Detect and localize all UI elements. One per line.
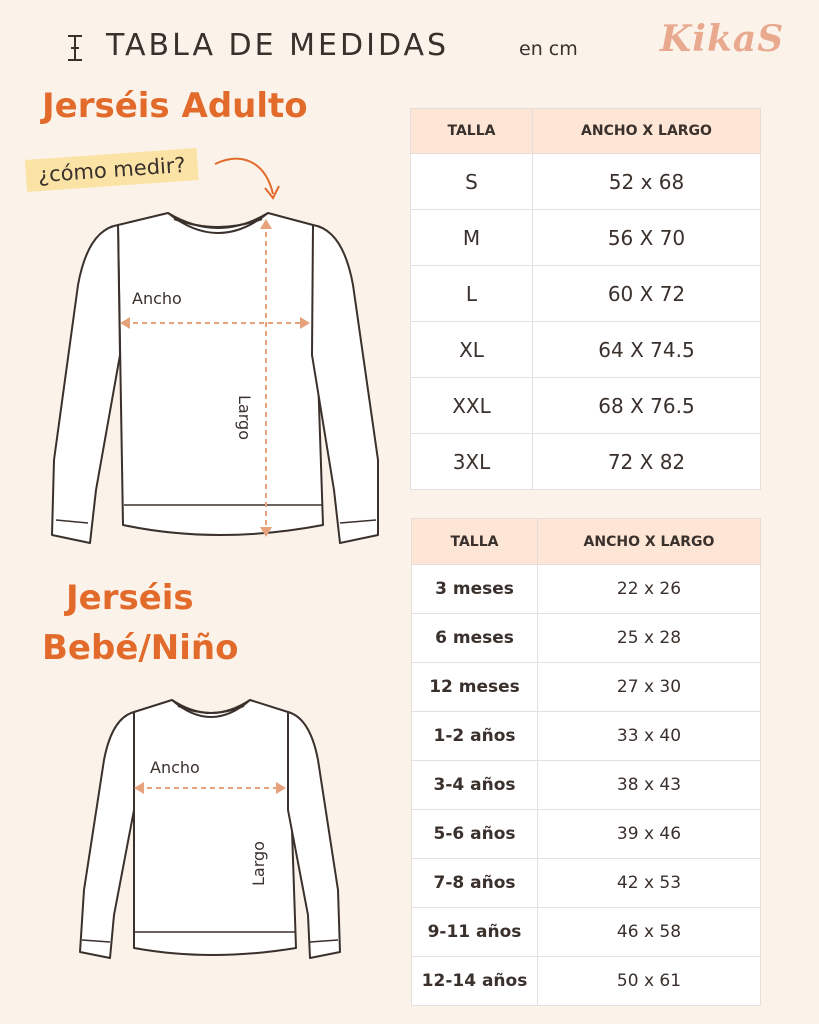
- curved-arrow-icon: [205, 150, 285, 210]
- table-row: [411, 322, 761, 378]
- column-header-ancho-largo: ANCHO X LARGO: [538, 519, 761, 565]
- adult-largo-label: Largo: [234, 395, 254, 440]
- measure-cell: 39 x 46: [538, 810, 761, 859]
- table-row: [412, 663, 761, 712]
- size-cell: 3-4 años: [412, 761, 538, 810]
- kids-section-title-line2: Bebé/Niño: [42, 628, 239, 668]
- ruler-icon: [62, 33, 88, 63]
- adult-sweater-diagram: [48, 205, 388, 550]
- size-cell: 12-14 años: [412, 957, 538, 1006]
- how-to-measure-tag: ¿cómo medir?: [25, 148, 199, 192]
- table-row: [412, 565, 761, 614]
- measure-cell: 27 x 30: [538, 663, 761, 712]
- size-cell: 12 meses: [412, 663, 538, 712]
- table-row: [411, 434, 761, 490]
- size-cell: M: [411, 210, 533, 266]
- size-cell: XL: [411, 322, 533, 378]
- kids-ancho-label: Ancho: [150, 758, 200, 777]
- kids-size-table: [411, 518, 761, 1006]
- measure-cell: 38 x 43: [538, 761, 761, 810]
- table-header-row: [412, 519, 761, 565]
- table-row: [412, 957, 761, 1006]
- table-row: [411, 154, 761, 210]
- measure-cell: 52 x 68: [533, 154, 761, 210]
- kids-section-title-line1: Jerséis: [66, 578, 194, 618]
- table-row: [411, 210, 761, 266]
- size-cell: S: [411, 154, 533, 210]
- measure-cell: 42 x 53: [538, 859, 761, 908]
- measure-cell: 25 x 28: [538, 614, 761, 663]
- column-header-talla: TALLA: [412, 519, 538, 565]
- page-title: TABLA DE MEDIDAS: [106, 28, 450, 63]
- measure-cell: 22 x 26: [538, 565, 761, 614]
- size-cell: L: [411, 266, 533, 322]
- column-header-ancho-largo: ANCHO X LARGO: [533, 109, 761, 154]
- measure-cell: 68 X 76.5: [533, 378, 761, 434]
- table-row: [412, 810, 761, 859]
- kids-largo-label: Largo: [248, 841, 268, 886]
- table-row: [412, 614, 761, 663]
- size-cell: 1-2 años: [412, 712, 538, 761]
- size-cell: 3 meses: [412, 565, 538, 614]
- table-row: [412, 859, 761, 908]
- measure-cell: 72 X 82: [533, 434, 761, 490]
- table-row: [412, 712, 761, 761]
- column-header-talla: TALLA: [411, 109, 533, 154]
- table-row: [412, 761, 761, 810]
- kids-sweater-diagram: [76, 690, 346, 962]
- adult-section-title: Jerséis Adulto: [42, 86, 308, 126]
- table-row: [411, 378, 761, 434]
- size-cell: 5-6 años: [412, 810, 538, 859]
- measure-cell: 60 X 72: [533, 266, 761, 322]
- adult-ancho-label: Ancho: [132, 289, 182, 308]
- size-cell: 6 meses: [412, 614, 538, 663]
- size-cell: 9-11 años: [412, 908, 538, 957]
- adult-size-table: [410, 108, 761, 490]
- measure-cell: 46 x 58: [538, 908, 761, 957]
- brand-logo: KikaS: [660, 18, 785, 60]
- table-row: [412, 908, 761, 957]
- size-cell: 7-8 años: [412, 859, 538, 908]
- table-header-row: [411, 109, 761, 154]
- measure-cell: 56 X 70: [533, 210, 761, 266]
- measure-cell: 33 x 40: [538, 712, 761, 761]
- measure-cell: 50 x 61: [538, 957, 761, 1006]
- table-row: [411, 266, 761, 322]
- unit-label: en cm: [519, 38, 578, 60]
- size-cell: 3XL: [411, 434, 533, 490]
- size-cell: XXL: [411, 378, 533, 434]
- measure-cell: 64 X 74.5: [533, 322, 761, 378]
